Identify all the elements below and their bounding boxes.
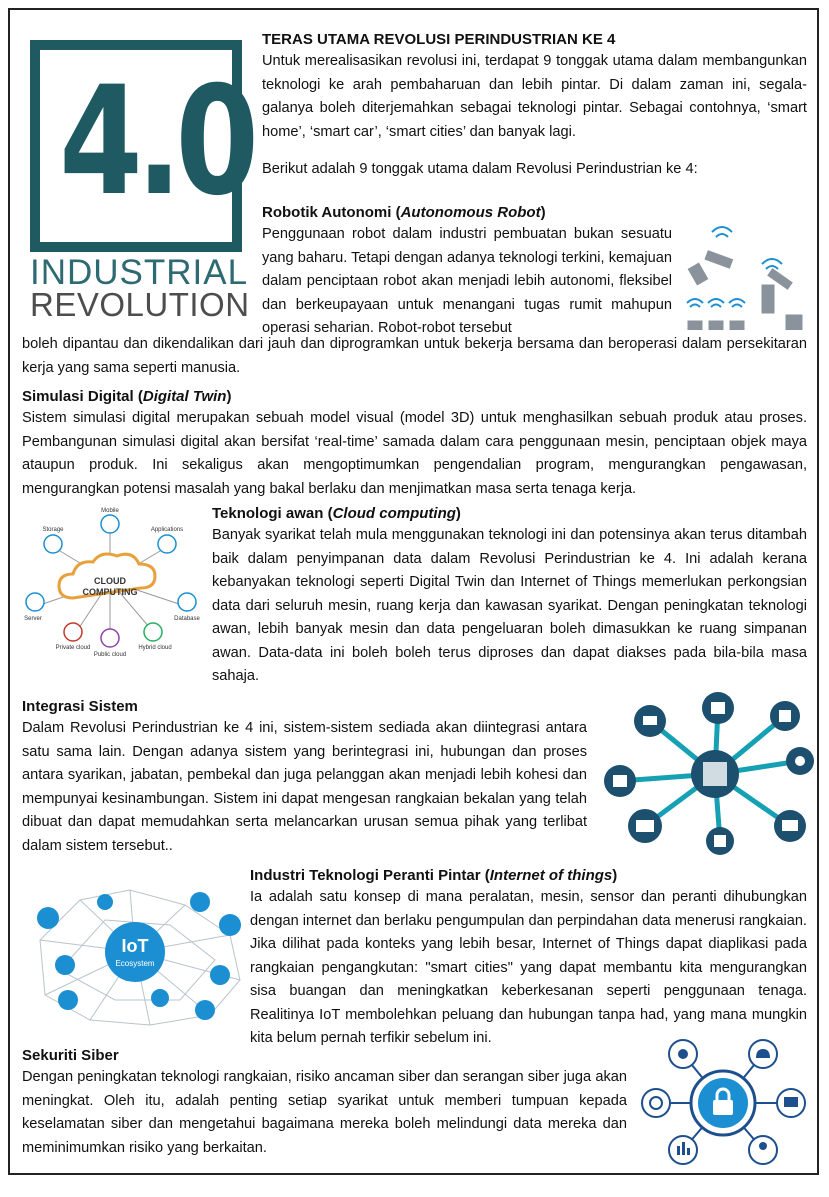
cloud-center-2: COMPUTING (82, 587, 138, 597)
integrasi-title: Integrasi Sistem (22, 698, 138, 715)
siber-body: Dengan peningkatan teknologi rangkaian, risiko ancaman siber dan serangan siber juga akan meningkat. Oleh itu, adalah penting setiap syarikat untuk memberi tumpuan kepada keselamatan siber dan mengetahui bagaimana mereka boleh melindungi data mereka dan meminimumkan risiko yang berkaitan. (22, 1069, 627, 1156)
awan-section (212, 504, 807, 689)
siber-section (22, 1046, 627, 1160)
intro-title: TERAS UTAMA REVOLUSI PERINDUSTRIAN KE 4 (262, 31, 616, 48)
robot-arm-icon (682, 225, 804, 330)
integrasi-body: Dalam Revolusi Perindustrian ke 4 ini, sistem-sistem sediada akan diintegrasi antara satu sama lain. Dengan adanya sistem yang berintegrasi ini, hubungan dan proses antara syarikan, jabatan, pembekal dan juga pelanggan akan menjadi lebih kohesi dan mempunyai kesinambungan. Sistem ini dapat mengesan rangkaian bekalan yang telah dibuat dan dapat memudahkan serta melancarkan urusan semua pihak yang terlibat dalam sistem tersebut.. (22, 720, 587, 854)
system-integration-network (590, 686, 815, 856)
logo-line-1: INDUSTRIAL (30, 253, 249, 292)
integrasi-section (22, 697, 587, 858)
awan-body: Banyak syarikat telah mula menggunakan teknologi ini dan potensinya akan terus ditambah baik dalam penyimpanan data dalam Revolusi Perindustrian ke 4. Ini adalah kerana kebanyakan teknologi seperti Digital Twin dan Internet of Things memerlukan perkongsian data dari seluruh mesin, ruang kerja dan kawasan syarikat. Dengan peningkatan teknologi awan, lebih banyak mesin dan data pengeluaran boleh dimasukkan ke ruang simpanan awan. Data-data ini boleh boleh terus diproses dan dapat diakses pada bila-bila masa sahaja. (212, 527, 807, 684)
intro-section (262, 30, 807, 182)
intro-lead: Berikut adalah 9 tonggak utama dalam Revolusi Perindustrian ke 4: (262, 161, 698, 177)
robotik-title: Robotik Autonomi (Autonomous Robot) (262, 204, 546, 221)
cloud-label-applications: Applications (150, 527, 184, 533)
iot-ecosystem-graphic (20, 880, 248, 1030)
cloud-label-server: Server (24, 616, 42, 622)
simulasi-body: Sistem simulasi digital merupakan sebuah model visual (model 3D) untuk menghasilkan sebuah produk atau proses. Pembangunan simulasi digital akan bersifat ‘real-time’ samada dalam cara penggunaan mesin, penciptaan objek maya ataupun produk. Ini sekaligus akan mengoptimumkan pengendalian program, mengurangkan pengawasan, mengurangkan potensi masalah yang bakal berlaku dan menjimatkan masa serta tenaga kerja. (22, 410, 807, 497)
cloud-label-database: Database (174, 616, 200, 622)
iot-body: Ia adalah satu konsep di mana peralatan, mesin, sensor dan peranti dihubungkan dengan internet dan berlaku pengumpulan dan perpindahan data menerusi rangkaian. Jika dilihat pada konteks yang lebih besar, Internet of Things dapat diaplikasi pada rangkaian pengangkutan: "smart cities" yang dapat membantu kita mengurangkan sisa buangan dan meningkatkan keberkesanan seperti penggunaan tenaga. Realitinya IoT membolehkan peluang dan hubungan tanpa had, yang mana mungkin kita belum pernah terfikir sebelum ini. (250, 889, 807, 1046)
siber-title: Sekuriti Siber (22, 1047, 119, 1064)
cloud-label-public: Public cloud (93, 652, 127, 658)
iot-section (250, 866, 807, 1051)
industry-4-logo (30, 40, 253, 252)
cloud-label-hybrid: Hybrid cloud (138, 645, 172, 651)
iot-badge-2: Ecosystem (115, 959, 155, 968)
robotik-body-1: Penggunaan robot dalam industri pembuatan bukan sesuatu yang baharu. Tetapi dengan adanya teknologi terkini, kemajuan dalam penciptaan robot akan menjadi lebih autonomi, fleksibel dan berkeupayaan untuk menangani tugas rumit mahupun operasi seharian. Robot-robot tersebut (262, 226, 672, 336)
cyber-security-graphic (636, 1036, 811, 1170)
cloud-label-storage: Storage (42, 527, 64, 533)
cloud-label-private: Private cloud (55, 645, 91, 651)
awan-title: Teknologi awan (Cloud computing) (212, 505, 461, 522)
robotik-body-2: boleh dipantau dan dikendalikan dari jauh dan diprogramkan untuk bekerja bersama dan beroperasi dalam persekitaran kerja yang sama seperti manusia. (22, 336, 807, 376)
iot-title: Industri Teknologi Peranti Pintar (Internet of things) (250, 867, 618, 884)
cloud-computing-diagram (15, 506, 205, 664)
cloud-label-mobile: Mobile (101, 508, 119, 514)
simulasi-title: Simulasi Digital (Digital Twin) (22, 388, 232, 405)
intro-body: Untuk merealisasikan revolusi ini, terdapat 9 tonggak utama dalam membangunkan teknologi ke arah pembaharuan dan lebih pintar. Di dalam zaman ini, segala-galanya boleh diterjemahkan sebagai teknologi pintar. Sebagai contohnya, ‘smart home’, ‘smart car’, ‘smart cities’ dan banyak lagi. (262, 53, 807, 140)
simulasi-section (22, 387, 807, 501)
iot-badge-1: IoT (121, 936, 149, 956)
robotik-section (262, 203, 672, 341)
logo-line-2: REVOLUTION (30, 286, 250, 323)
logo-number: 4.0 (59, 55, 253, 229)
cloud-center-1: CLOUD (94, 576, 126, 586)
